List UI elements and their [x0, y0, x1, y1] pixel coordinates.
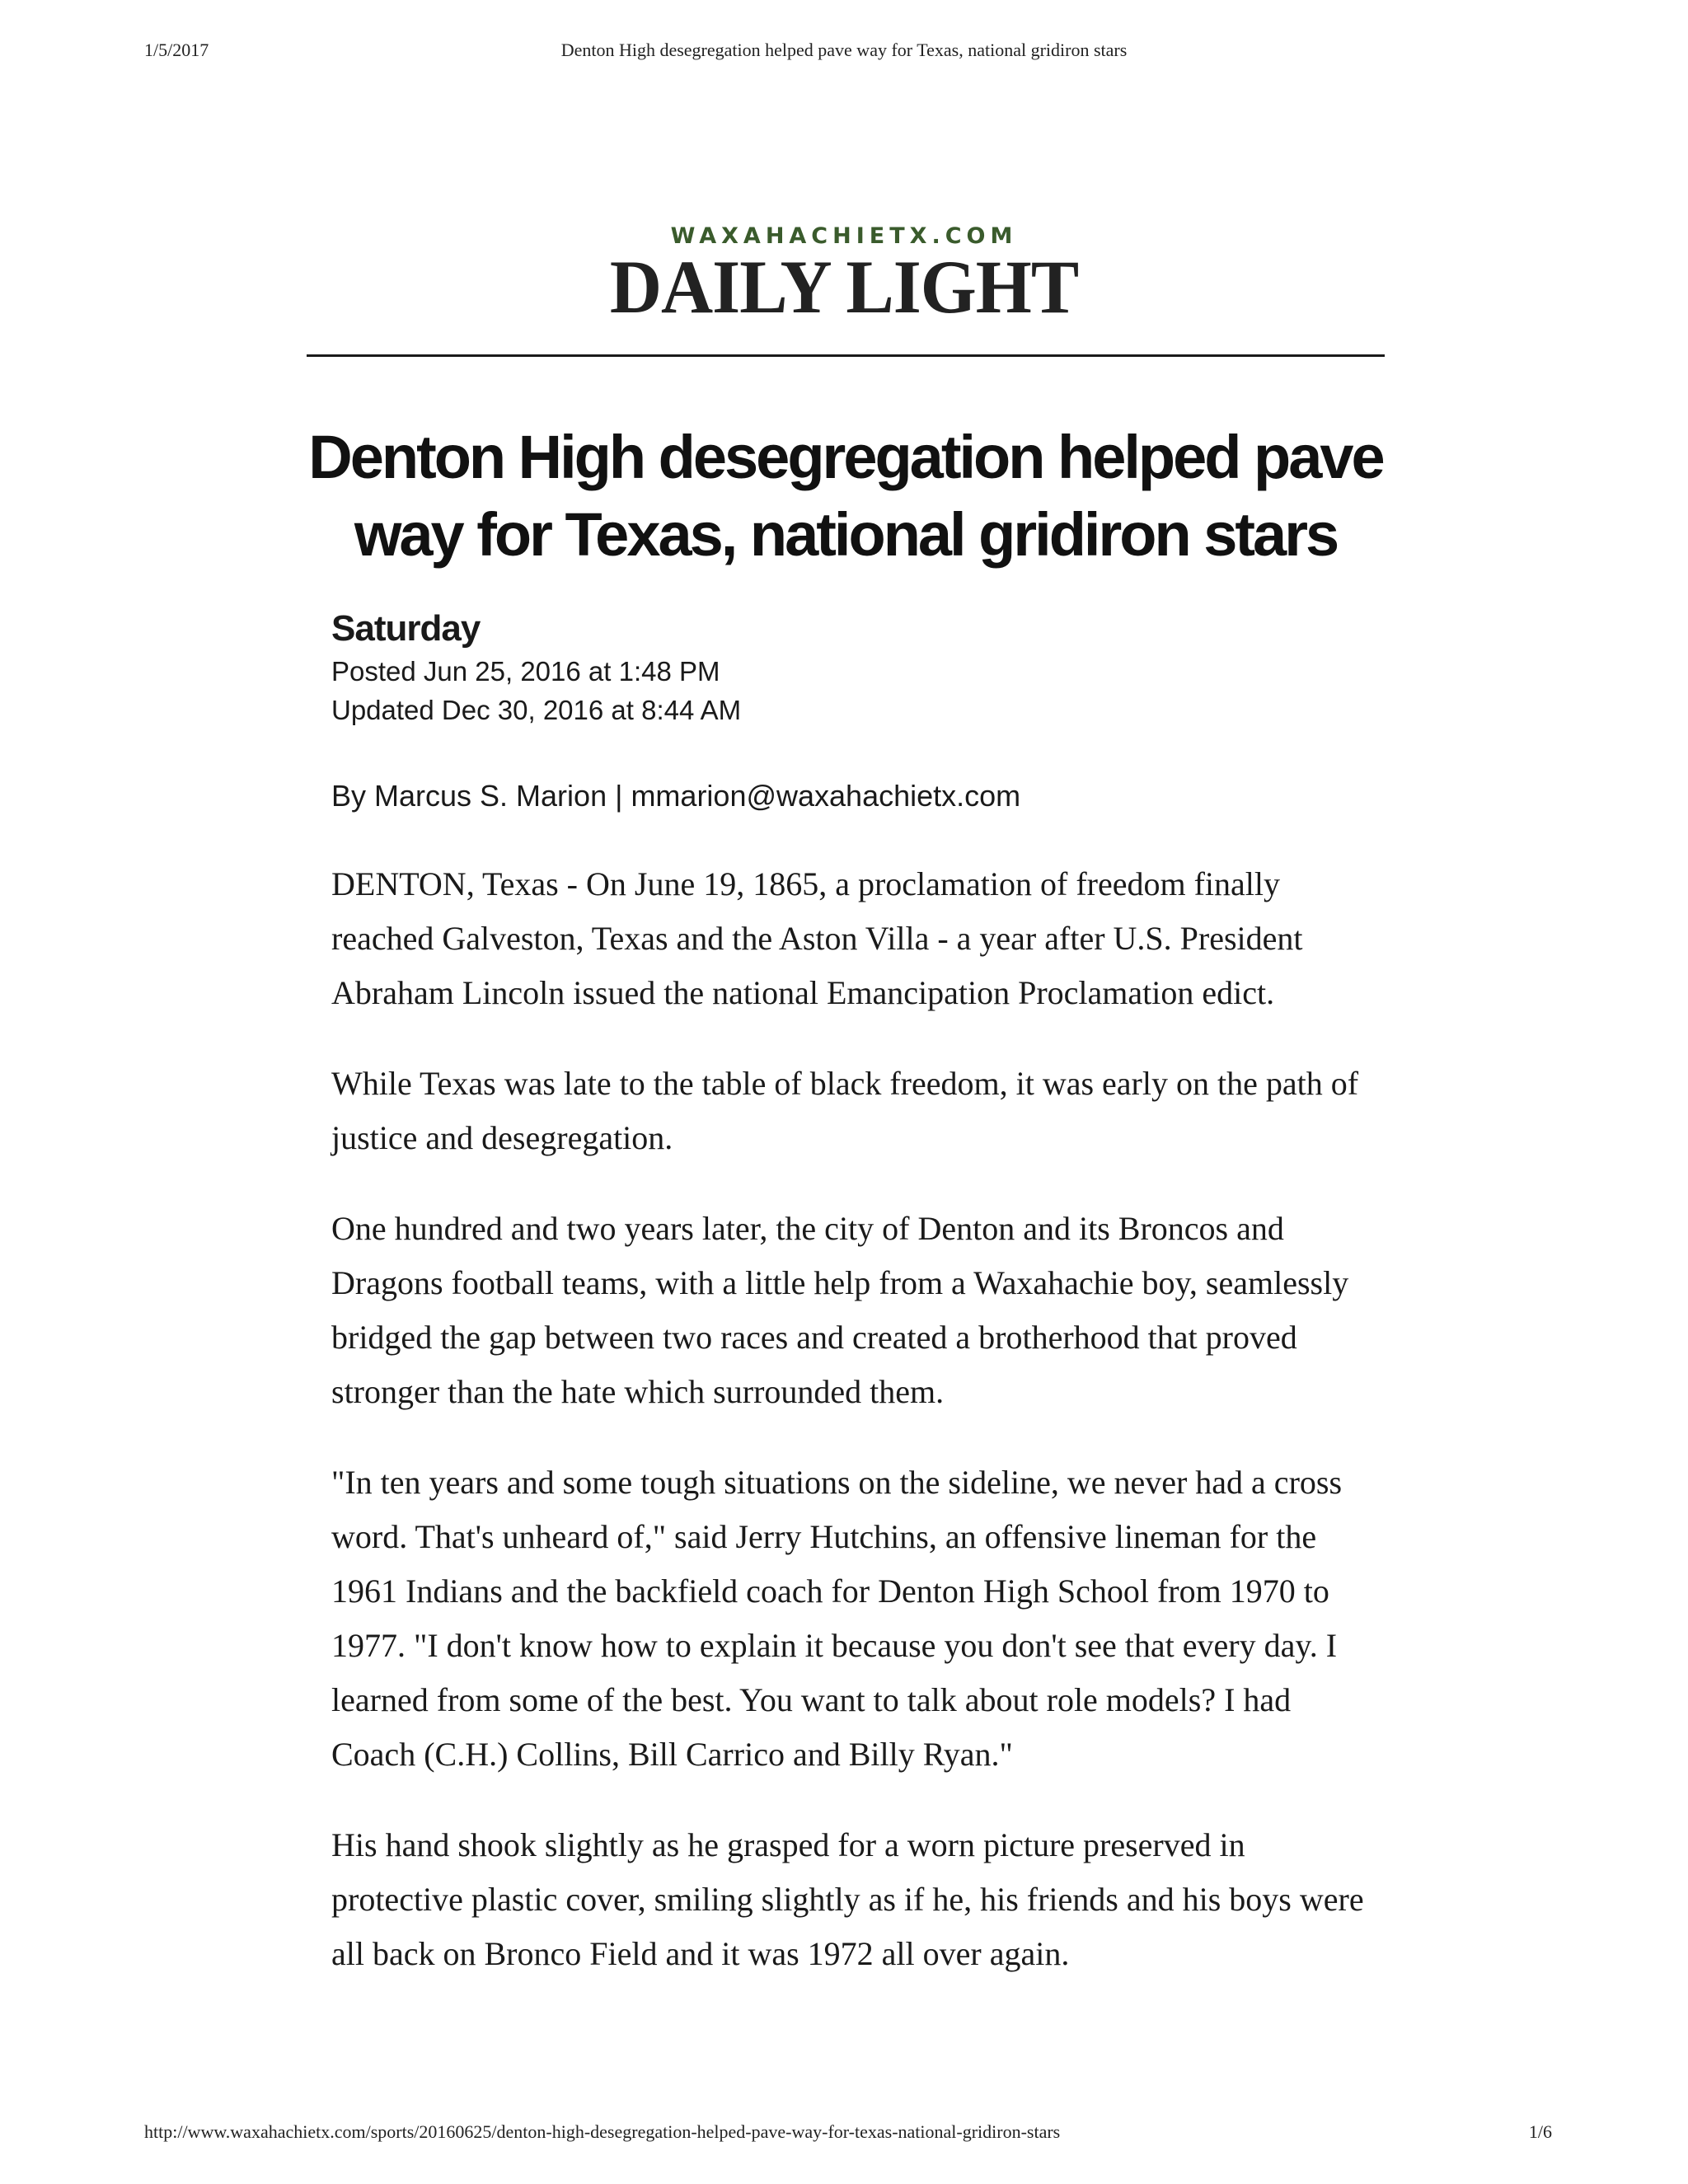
- masthead-divider: [307, 354, 1385, 357]
- masthead-logo[interactable]: [0, 223, 1688, 329]
- print-date: 1/5/2017: [144, 40, 209, 60]
- article-posted: Posted Jun 25, 2016 at 1:48 PM: [331, 656, 720, 687]
- article-paragraph: DENTON, Texas - On June 19, 1865, a proclamation of freedom finally reached Galveston, Texas and the Aston Villa - a year after U.S. President Abraham Lincoln issued the national Emancipation Proclamation edict.: [331, 865, 1303, 1011]
- article-byline: By Marcus S. Marion | mmarion@waxahachietx.com: [331, 779, 1021, 813]
- article-day: Saturday: [331, 608, 481, 649]
- article-meta: [331, 606, 1370, 729]
- print-page-title: Denton High desegregation helped pave way for Texas, national gridiron stars: [560, 40, 1128, 60]
- article-paragraph: While Texas was late to the table of black freedom, it was early on the path of justice and desegregation.: [331, 1065, 1359, 1156]
- article-headline: Denton High desegregation helped pave way for Texas, national gridiron stars: [308, 423, 1383, 569]
- article-paragraph: His hand shook slightly as he grasped for a worn picture preserved in protective plastic cover, smiling slightly as if he, his friends and his boys were all back on Bronco Field and it was 1972 all over again.: [331, 1826, 1364, 1972]
- print-footer: [0, 2121, 1688, 2154]
- masthead-name: DAILY LIGHT: [609, 245, 1079, 329]
- print-header: [0, 40, 1688, 73]
- article-paragraph: One hundred and two years later, the city of Denton and its Broncos and Dragons football teams, with a little help from a Waxahachie boy, seamlessly bridged the gap between two races and created a brotherhood that proved stronger than the hate which surrounded them.: [331, 1210, 1349, 1410]
- masthead-site: WAXAHACHIETX.COM: [670, 223, 1018, 249]
- article-updated: Updated Dec 30, 2016 at 8:44 AM: [331, 695, 742, 725]
- article-body: [331, 857, 1378, 2018]
- article-paragraph: "In ten years and some tough situations on the sideline, we never had a cross word. That's unheard of," said Jerry Hutchins, an offensive lineman for the 1961 Indians and the backfield coach for Denton High School from 1970 to 1977. "I don't know how to explain it because you don't see that every day. I learned from some of the best. You want to talk about role models? I had Coach (C.H.) Collins, Bill Carrico and Billy Ryan.": [331, 1464, 1343, 1773]
- print-url: http://www.waxahachietx.com/sports/20160625/denton-high-desegregation-helped-pave-way-for-texas-national-gridiron-stars: [144, 2121, 1061, 2142]
- print-page-number: 1/6: [1528, 2121, 1552, 2142]
